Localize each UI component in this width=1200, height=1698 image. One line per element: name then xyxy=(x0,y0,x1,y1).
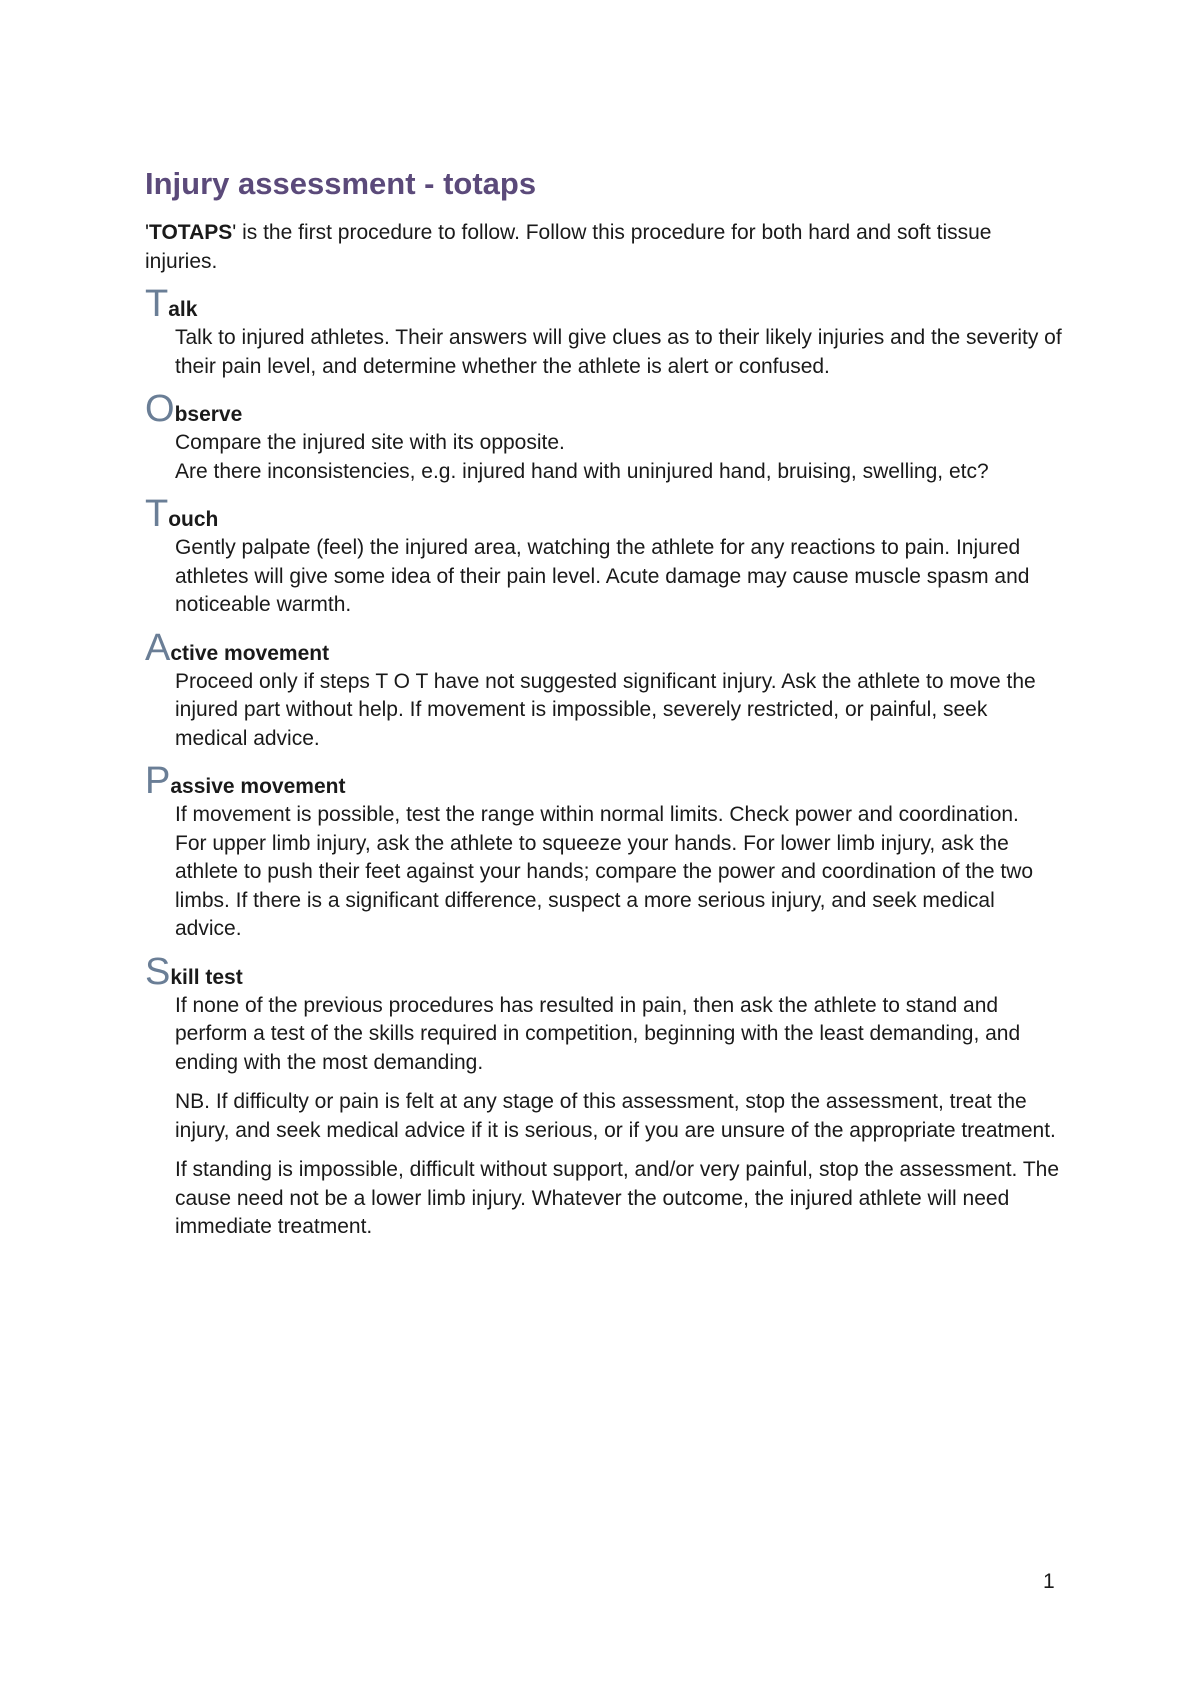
section-initial-letter: P xyxy=(145,760,171,803)
section-heading-rest: ouch xyxy=(168,508,219,532)
section-paragraph: Are there inconsistencies, e.g. injured hand with uninjured hand, bruising, swelling, etc? xyxy=(175,459,989,483)
section-skill-test xyxy=(145,950,1065,1242)
section-paragraph: If movement is possible, test the range within normal limits. Check power and coordination. For upper limb injury, ask the athlete to squeeze your hands. For lower limb injury, ask the athlete to push their feet against your hands; compare the power and coordination of the two limbs. If there is a significant difference, suspect a more serious injury, and seek medical advice. xyxy=(175,803,1039,941)
section-paragraph: Compare the injured site with its opposite. xyxy=(175,431,565,455)
section-active-movement xyxy=(145,626,1065,754)
section-paragraph: If none of the previous procedures has resulted in pain, then ask the athlete to stand and perform a test of the skills required in competition, beginning with the least demanding, and ending with the most demanding. xyxy=(175,993,1021,1074)
page-title: Injury assessment - totaps xyxy=(145,166,537,201)
intro-paragraph xyxy=(145,218,1065,276)
section-body xyxy=(145,801,1065,944)
section-heading xyxy=(145,626,1065,669)
section-initial-letter: O xyxy=(145,388,175,431)
section-paragraph: Gently palpate (feel) the injured area, watching the athlete for any reactions to pain. Injured athletes will give some idea of their pain level. Acute damage may cause muscle spasm and noticeable warmth. xyxy=(175,536,1030,617)
section-paragraph: Talk to injured athletes. Their answers will give clues as to their likely injuries and the severity of their pain level, and determine whether the athlete is alert or confused. xyxy=(175,326,1062,378)
section-paragraph: NB. If difficulty or pain is felt at any stage of this assessment, stop the assessment, treat the injury, and seek medical advice if it is serious, or if you are unsure of the appropriate treatment. xyxy=(175,1090,1056,1142)
section-heading xyxy=(145,760,1065,803)
section-heading-rest: ctive movement xyxy=(170,641,330,665)
intro-quote-open: ' xyxy=(145,221,150,245)
section-heading-rest: assive movement xyxy=(170,775,346,799)
section-heading-rest: alk xyxy=(168,298,198,322)
section-initial-letter: S xyxy=(145,950,171,993)
section-paragraph: If standing is impossible, difficult without support, and/or very painful, stop the assessment. The cause need not be a lower limb injury. Whatever the outcome, the injured athlete will need immediate treatment. xyxy=(175,1158,1060,1239)
page-number: 1 xyxy=(1043,1570,1055,1593)
intro-term: TOTAPS xyxy=(149,221,233,245)
section-body xyxy=(145,534,1065,620)
intro-text: is the first procedure to follow. Follow this procedure for both hard and soft tissue injuries. xyxy=(145,221,992,274)
section-touch xyxy=(145,493,1065,620)
section-observe xyxy=(145,388,1065,486)
section-heading xyxy=(145,388,1065,431)
section-initial-letter: A xyxy=(145,626,171,669)
section-heading-rest: kill test xyxy=(170,965,243,989)
section-passive-movement xyxy=(145,760,1065,944)
section-body xyxy=(145,324,1065,381)
section-body xyxy=(145,668,1065,754)
section-body xyxy=(145,992,1065,1242)
document-page xyxy=(145,165,1065,1242)
section-heading xyxy=(145,283,1065,326)
intro-quote-close: ' xyxy=(232,221,237,245)
section-heading xyxy=(145,950,1065,993)
section-talk xyxy=(145,283,1065,381)
section-heading-rest: bserve xyxy=(174,403,243,427)
section-body xyxy=(145,429,1065,486)
section-heading xyxy=(145,493,1065,536)
section-initial-letter: T xyxy=(145,493,169,536)
section-paragraph: Proceed only if steps T O T have not suggested significant injury. Ask the athlete to move the injured part without help. If movement is impossible, severely restricted, or painful, seek medical advice. xyxy=(175,669,1036,750)
section-initial-letter: T xyxy=(145,283,169,326)
